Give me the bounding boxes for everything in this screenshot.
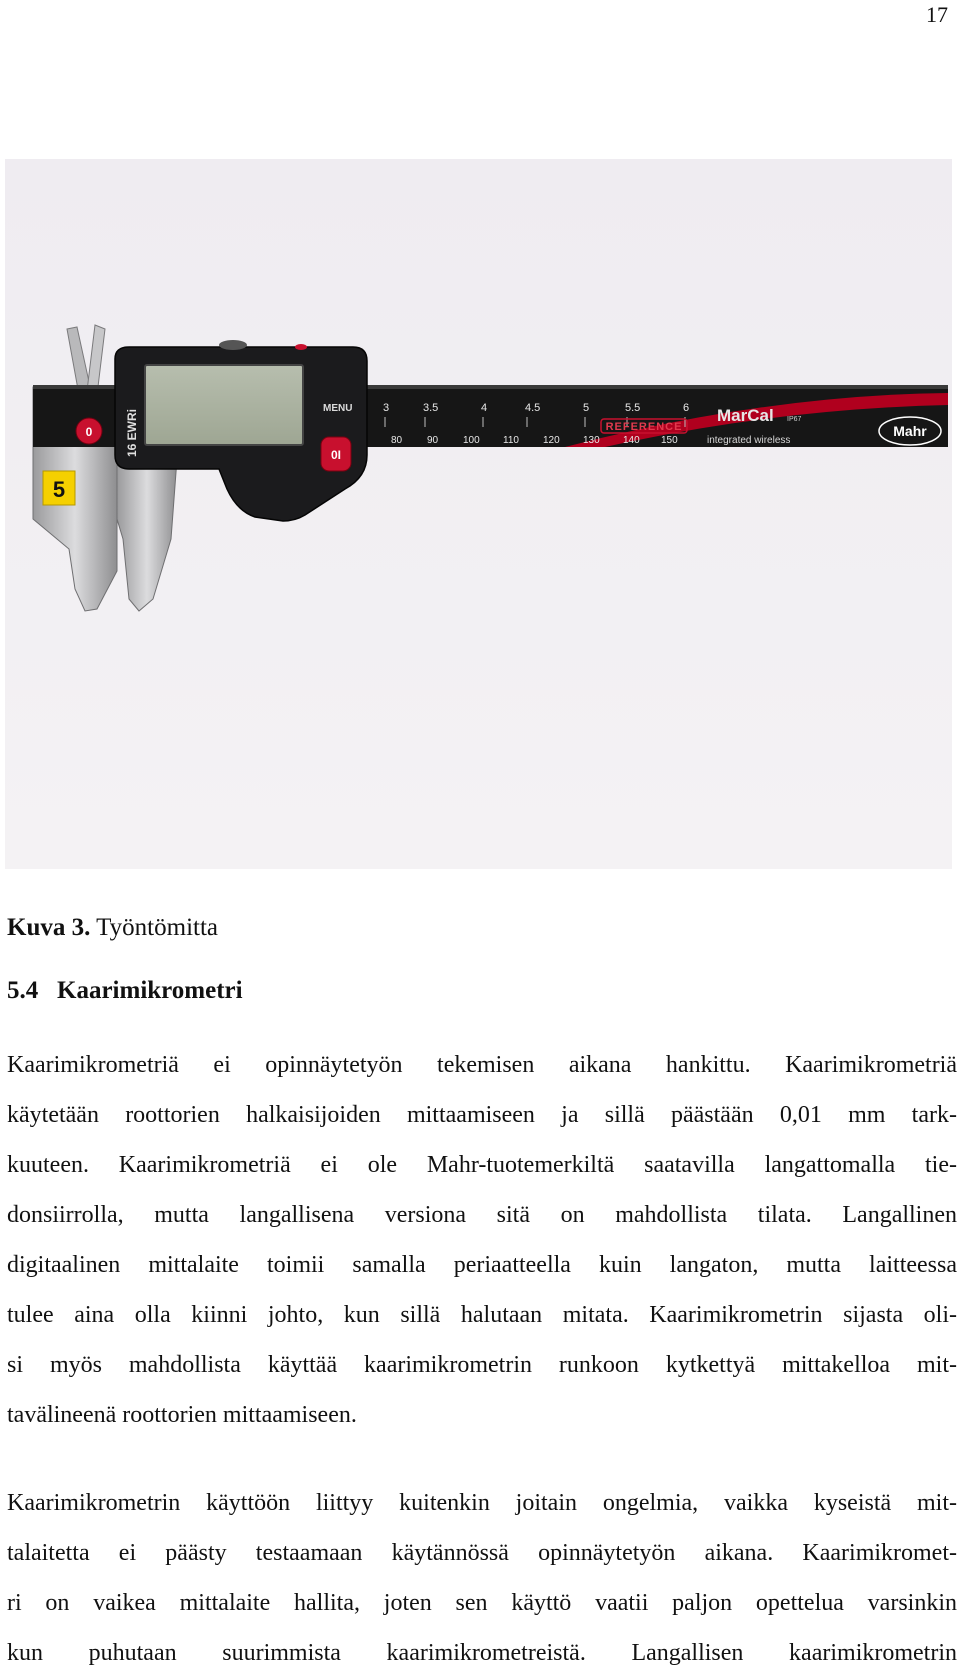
- section-title: Kaarimikrometri: [57, 977, 243, 1004]
- paragraph-line: käytetään roottorien halkaisijoiden mittaamiseen ja sillä päästään 0,01 mm tark-: [7, 1102, 957, 1128]
- scale-top-label: 5: [583, 402, 590, 414]
- section-number: 5.4: [7, 977, 39, 1004]
- scale-bottom-label: 100: [463, 435, 480, 446]
- scale-top-label: 4: [481, 402, 488, 414]
- rating-label: IP67: [787, 416, 802, 423]
- scale-bottom-label: 130: [583, 435, 600, 446]
- scale-bottom-label: 110: [503, 435, 519, 446]
- figure-caption: [7, 914, 218, 942]
- scale-bottom-label: 150: [661, 435, 678, 446]
- caption-label: Kuva 3.: [7, 914, 91, 941]
- caliper-illustration: [5, 159, 952, 869]
- power-label: 0I: [330, 448, 342, 462]
- menu-label: MENU: [323, 403, 353, 414]
- scale-bottom-label: 140: [623, 435, 640, 446]
- reference-label: REFERENCE: [605, 421, 683, 433]
- model-label: 16 EWRi: [125, 408, 139, 457]
- marker-label: 5: [52, 477, 66, 502]
- paragraph-line: kuuteen. Kaarimikrometriä ei ole Mahr-tuotemerkiltä saatavilla langattomalla tie-: [7, 1152, 957, 1178]
- paragraph-line: tavälineenä roottorien mittaamiseen.: [7, 1402, 357, 1428]
- scale-top-label: 5.5: [625, 402, 641, 414]
- paragraph-line: ri on vaikea mittalaite hallita, joten sen käyttö vaatii paljon opettelua varsinkin: [7, 1590, 957, 1616]
- scale-bottom-label: 80: [391, 435, 403, 446]
- zero-label: 0: [85, 425, 93, 439]
- caption-text: Työntömitta: [90, 914, 219, 941]
- scale-top-label: 6: [683, 402, 690, 414]
- page-number: 17: [926, 2, 948, 27]
- paragraph: [7, 1040, 957, 1440]
- paragraph-line: kun puhutaan suurimmista kaarimikrometreistä. Langallisen kaarimikrometrin: [7, 1640, 957, 1666]
- paragraph-line: Kaarimikrometriä ei opinnäytetyön tekemisen aikana hankittu. Kaarimikrometriä: [7, 1052, 957, 1078]
- paragraph-line: si myös mahdollista käyttää kaarimikrometrin runkoon kytkettyä mittakelloa mit-: [7, 1352, 957, 1378]
- scale-top-label: 4.5: [525, 402, 541, 414]
- caliper-photo: [5, 159, 952, 869]
- paragraph-line: donsiirrolla, mutta langallisena versiona sitä on mahdollista tilata. Langallinen: [7, 1202, 957, 1228]
- paragraph-line: Kaarimikrometrin käyttöön liittyy kuitenkin joitain ongelmia, vaikka kyseistä mit-: [7, 1490, 957, 1516]
- scale-top-label: 3.5: [423, 402, 439, 414]
- paragraph: [7, 1478, 957, 1678]
- paragraph-line: talaitetta ei päästy testaamaan käytännössä opinnäytetyön aikana. Kaarimikromet-: [7, 1540, 957, 1566]
- tagline-label: integrated wireless: [707, 435, 791, 446]
- scale-bottom-label: 120: [543, 435, 560, 446]
- brand-label: MarCal: [717, 406, 774, 425]
- paragraph-line: tulee aina olla kiinni johto, kun sillä halutaan mitata. Kaarimikrometrin sijasta oli-: [7, 1302, 957, 1328]
- paragraph-line: digitaalinen mittalaite toimii samalla periaatteella kuin langaton, mutta laitteessa: [7, 1252, 957, 1278]
- mahr-logo: Mahr: [893, 423, 927, 439]
- section-heading: [7, 977, 243, 1005]
- scale-top-label: 3: [383, 402, 390, 414]
- scale-bottom-label: 90: [427, 435, 439, 446]
